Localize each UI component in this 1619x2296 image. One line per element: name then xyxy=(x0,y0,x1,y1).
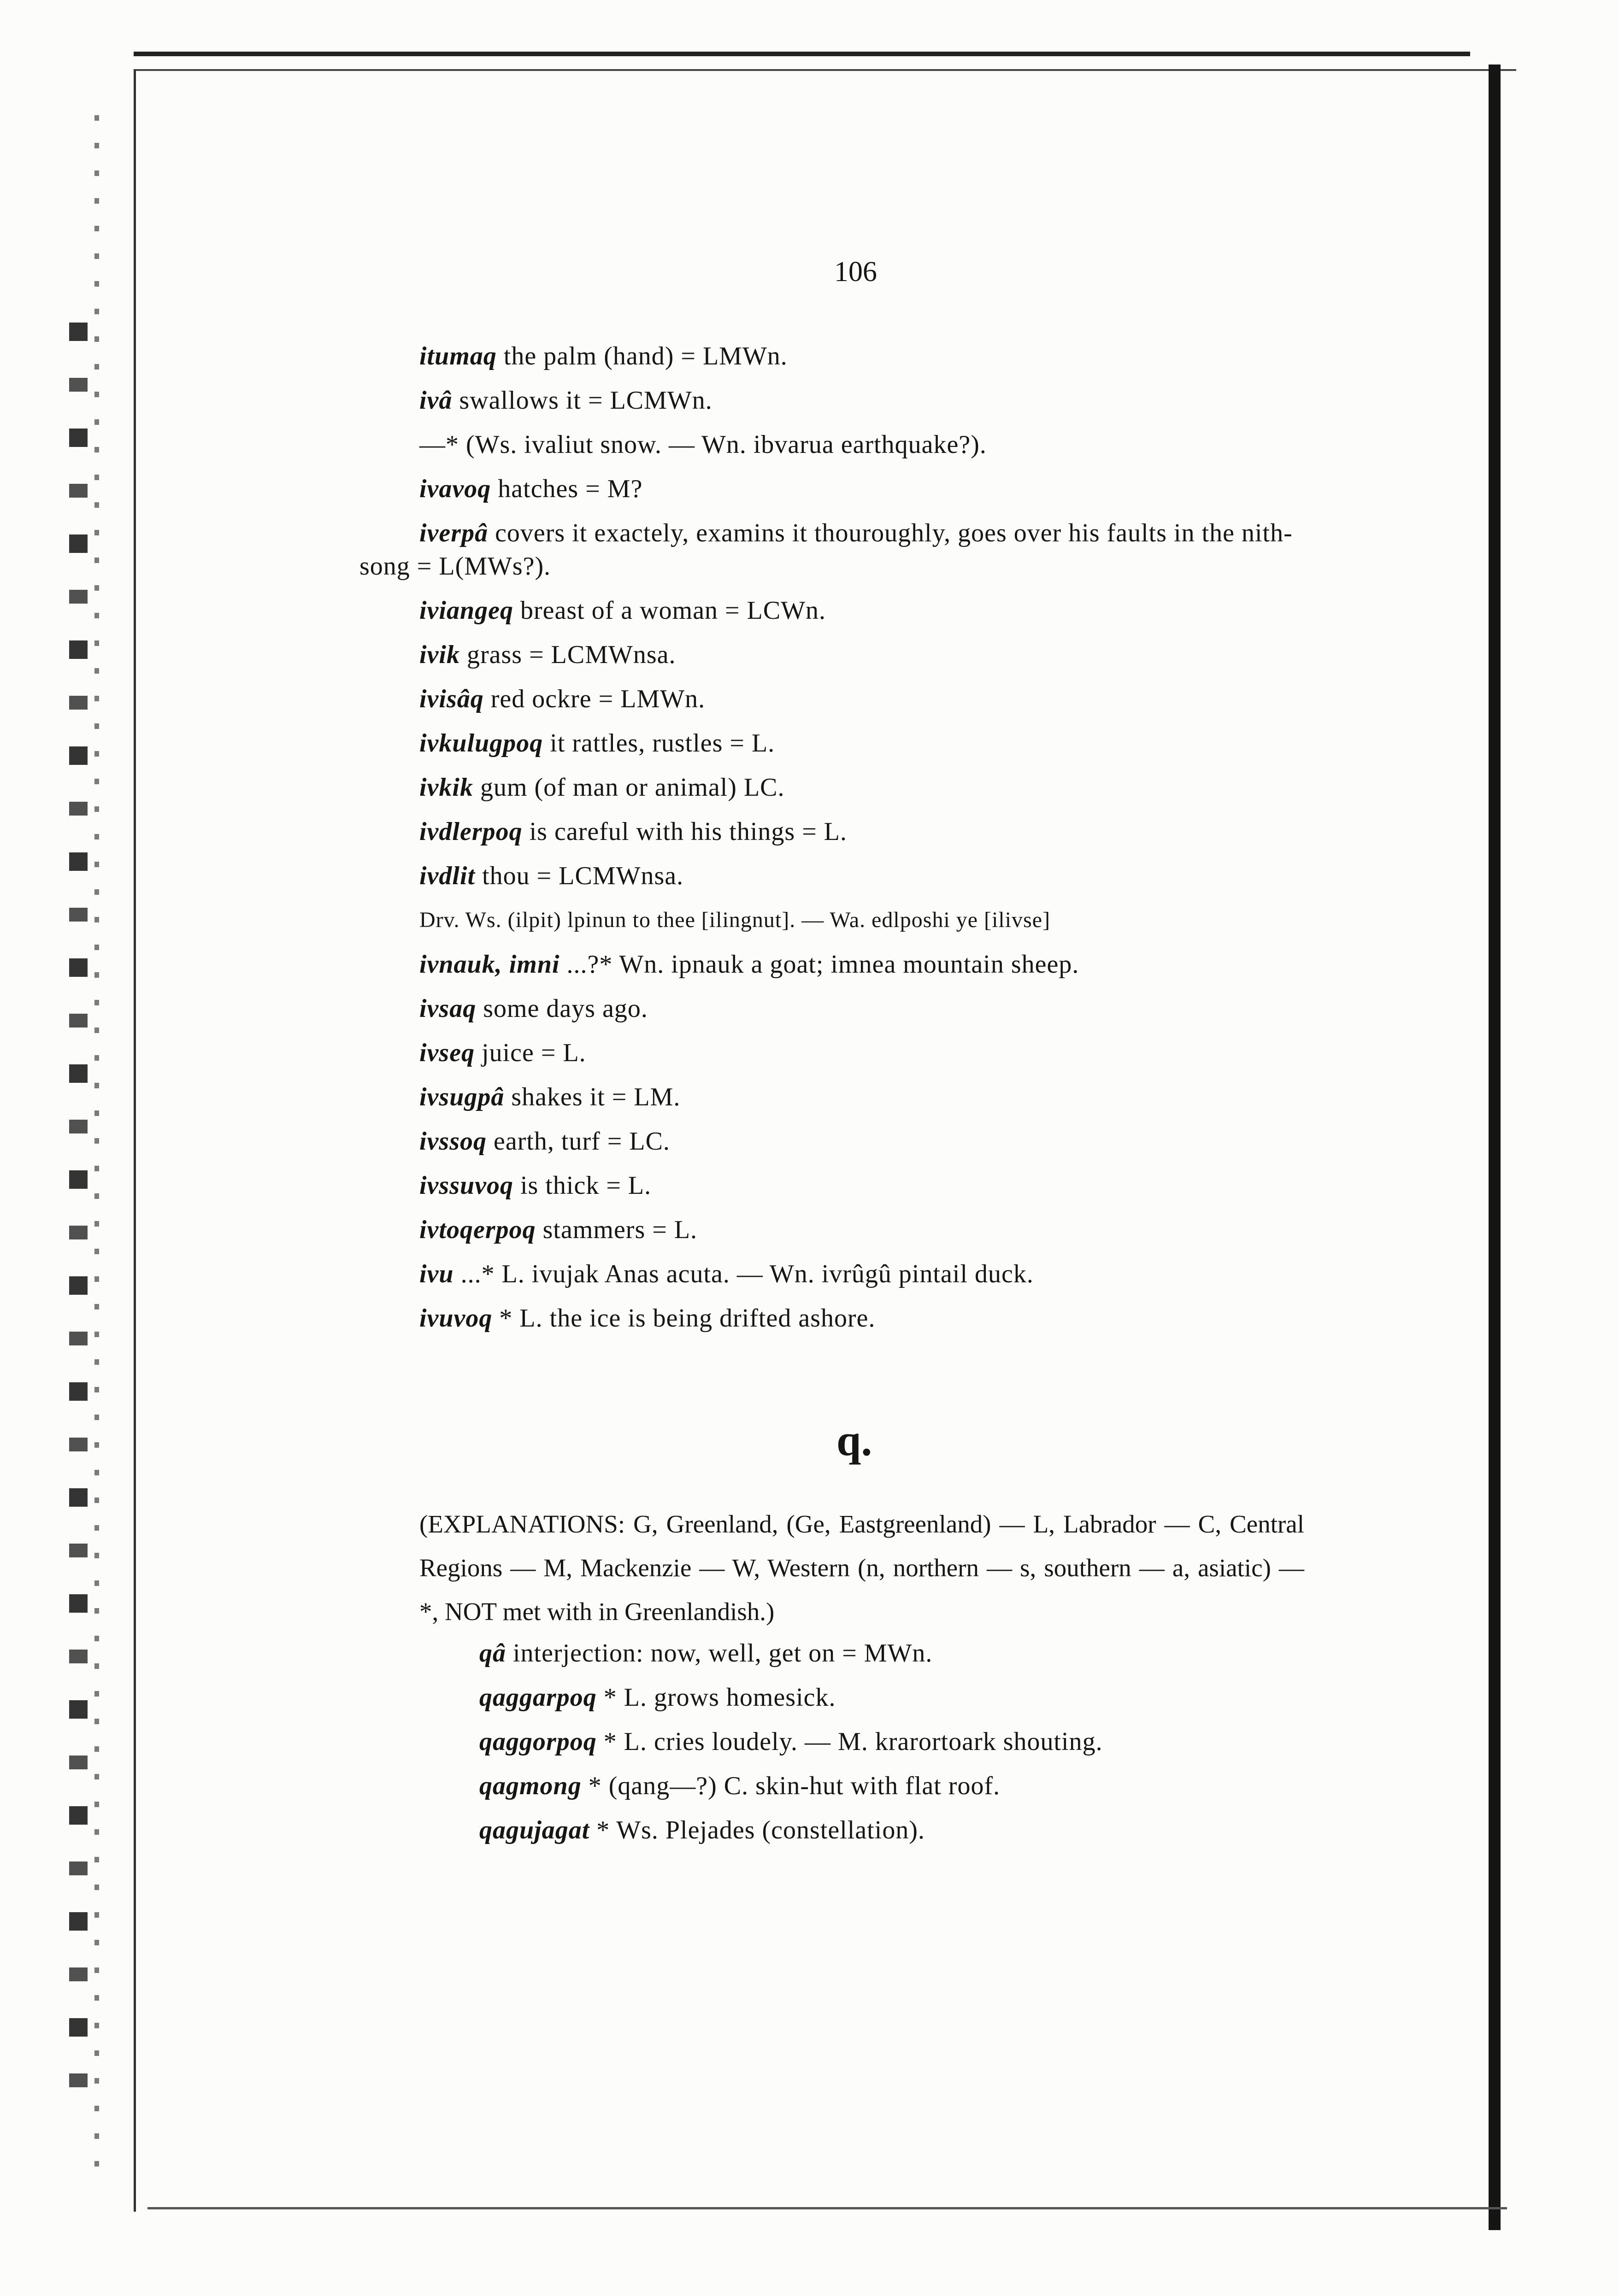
definition: grass = LCMWnsa. xyxy=(459,640,676,669)
entry xyxy=(479,1631,1309,1675)
entry xyxy=(419,1163,1304,1208)
definition: some days ago. xyxy=(476,994,648,1023)
headword: ivâ xyxy=(419,386,453,415)
definition: * L. the ice is being drifted ashore. xyxy=(492,1304,876,1333)
scan-border-left xyxy=(134,69,136,2212)
headword: ivkik xyxy=(419,773,473,802)
entry xyxy=(419,721,1304,765)
entry xyxy=(419,810,1304,854)
definition: * L. grows homesick. xyxy=(596,1683,836,1712)
scan-border-bottom xyxy=(147,2207,1507,2209)
entry xyxy=(419,1208,1304,1252)
definition: ...* L. ivujak Anas acuta. — Wn. ivrûgû pintail duck. xyxy=(453,1260,1034,1288)
definition: is careful with his things = L. xyxy=(522,817,848,846)
scan-border-top xyxy=(134,52,1470,56)
entry xyxy=(419,334,1304,378)
definition: the palm (hand) = LMWn. xyxy=(496,342,788,370)
headword: ivssuvoq xyxy=(419,1171,513,1200)
definition: covers it exactely, examins it thouroughly, goes over his faults in the nith-song = L(MWs?). xyxy=(359,519,1293,581)
definition: interjection: now, well, get on = MWn. xyxy=(506,1639,933,1668)
binding-edge xyxy=(69,323,88,2120)
definition: it rattles, rustles = L. xyxy=(543,729,775,758)
definition: is thick = L. xyxy=(513,1171,652,1200)
headword: itumaq xyxy=(419,342,497,370)
definition: breast of a woman = LCWn. xyxy=(513,596,826,625)
explanations-note: (EXPLANATIONS: G, Greenland, (Ge, Eastgreenland) — L, Labrador — C, Central Regions — M, Mackenzie — W, Western (n, northern — s, southern — a, asiatic) — *, NOT met with in Greenlandish.) xyxy=(419,1510,1304,1626)
scan-border-top-inner xyxy=(134,69,1516,71)
headword: ivtoqerpoq xyxy=(419,1216,536,1244)
headword: ivkulugpoq xyxy=(419,729,543,758)
headword: qaggorpoq xyxy=(479,1727,597,1756)
entry xyxy=(479,1764,1309,1808)
entry xyxy=(419,1031,1304,1075)
headword: iverpâ xyxy=(419,519,489,547)
definition: red ockre = LMWn. xyxy=(483,685,706,713)
headword: ivuvoq xyxy=(419,1304,493,1333)
headword: qaggarpoq xyxy=(479,1683,597,1712)
definition: juice = L. xyxy=(475,1039,586,1067)
entry xyxy=(419,942,1304,987)
section-heading: q. xyxy=(836,1415,872,1465)
entry xyxy=(419,633,1304,677)
entry xyxy=(419,423,1304,467)
headword: ivseq xyxy=(419,1039,475,1067)
definition: * Ws. Plejades (constellation). xyxy=(589,1816,925,1844)
definition: * (qang—?) C. skin-hut with flat roof. xyxy=(581,1772,1001,1800)
headword: ivik xyxy=(419,640,460,669)
dictionary-entries-q xyxy=(479,1631,1309,1852)
entry xyxy=(419,1075,1304,1119)
scan-border-right xyxy=(1489,65,1501,2230)
headword: ivdlit xyxy=(419,862,476,890)
definition: hatches = M? xyxy=(491,475,643,503)
binding-edge-dots xyxy=(94,115,99,2189)
headword: ivisâq xyxy=(419,685,484,713)
definition: ...?* Wn. ipnauk a goat; imnea mountain sheep. xyxy=(559,950,1079,979)
definition: Drv. Ws. (ilpit) lpinun to thee [ilingnut]. — Wa. edlposhi ye [ilivse] xyxy=(419,908,1051,932)
entry xyxy=(419,378,1304,423)
headword: ivdlerpoq xyxy=(419,817,523,846)
definition: * L. cries loudely. — M. krarortoark shouting. xyxy=(596,1727,1103,1756)
definition: gum (of man or animal) LC. xyxy=(473,773,785,802)
entry xyxy=(419,854,1304,898)
entry xyxy=(419,1252,1304,1296)
definition: —* (Ws. ivaliut snow. — Wn. ibvarua earthquake?). xyxy=(419,430,987,459)
headword: qagujagat xyxy=(479,1816,590,1844)
definition: shakes it = LM. xyxy=(504,1083,681,1111)
entry xyxy=(419,987,1304,1031)
headword: ivssoq xyxy=(419,1127,487,1156)
entry xyxy=(479,1808,1309,1852)
headword: ivavoq xyxy=(419,475,491,503)
headword: qagmong xyxy=(479,1772,582,1800)
headword: ivu xyxy=(419,1260,454,1288)
entry xyxy=(359,511,1304,588)
entry xyxy=(419,1296,1304,1340)
entry xyxy=(419,677,1304,721)
definition: thou = LCMWnsa. xyxy=(475,862,684,890)
dictionary-entries xyxy=(359,334,1304,1340)
headword: qâ xyxy=(479,1639,506,1668)
entry xyxy=(419,765,1304,810)
entry xyxy=(419,588,1304,633)
definition: swallows it = LCMWn. xyxy=(452,386,712,415)
headword: ivsugpâ xyxy=(419,1083,505,1111)
headword: iviangeq xyxy=(419,596,513,625)
entry xyxy=(479,1720,1309,1764)
headword: ivnauk, imni xyxy=(419,950,560,979)
entry xyxy=(359,898,1304,942)
entry xyxy=(419,1119,1304,1163)
headword: ivsaq xyxy=(419,994,477,1023)
definition: stammers = L. xyxy=(536,1216,698,1244)
entry xyxy=(419,467,1304,511)
entry xyxy=(479,1675,1309,1720)
page-number: 106 xyxy=(834,256,877,288)
definition: earth, turf = LC. xyxy=(487,1127,670,1156)
